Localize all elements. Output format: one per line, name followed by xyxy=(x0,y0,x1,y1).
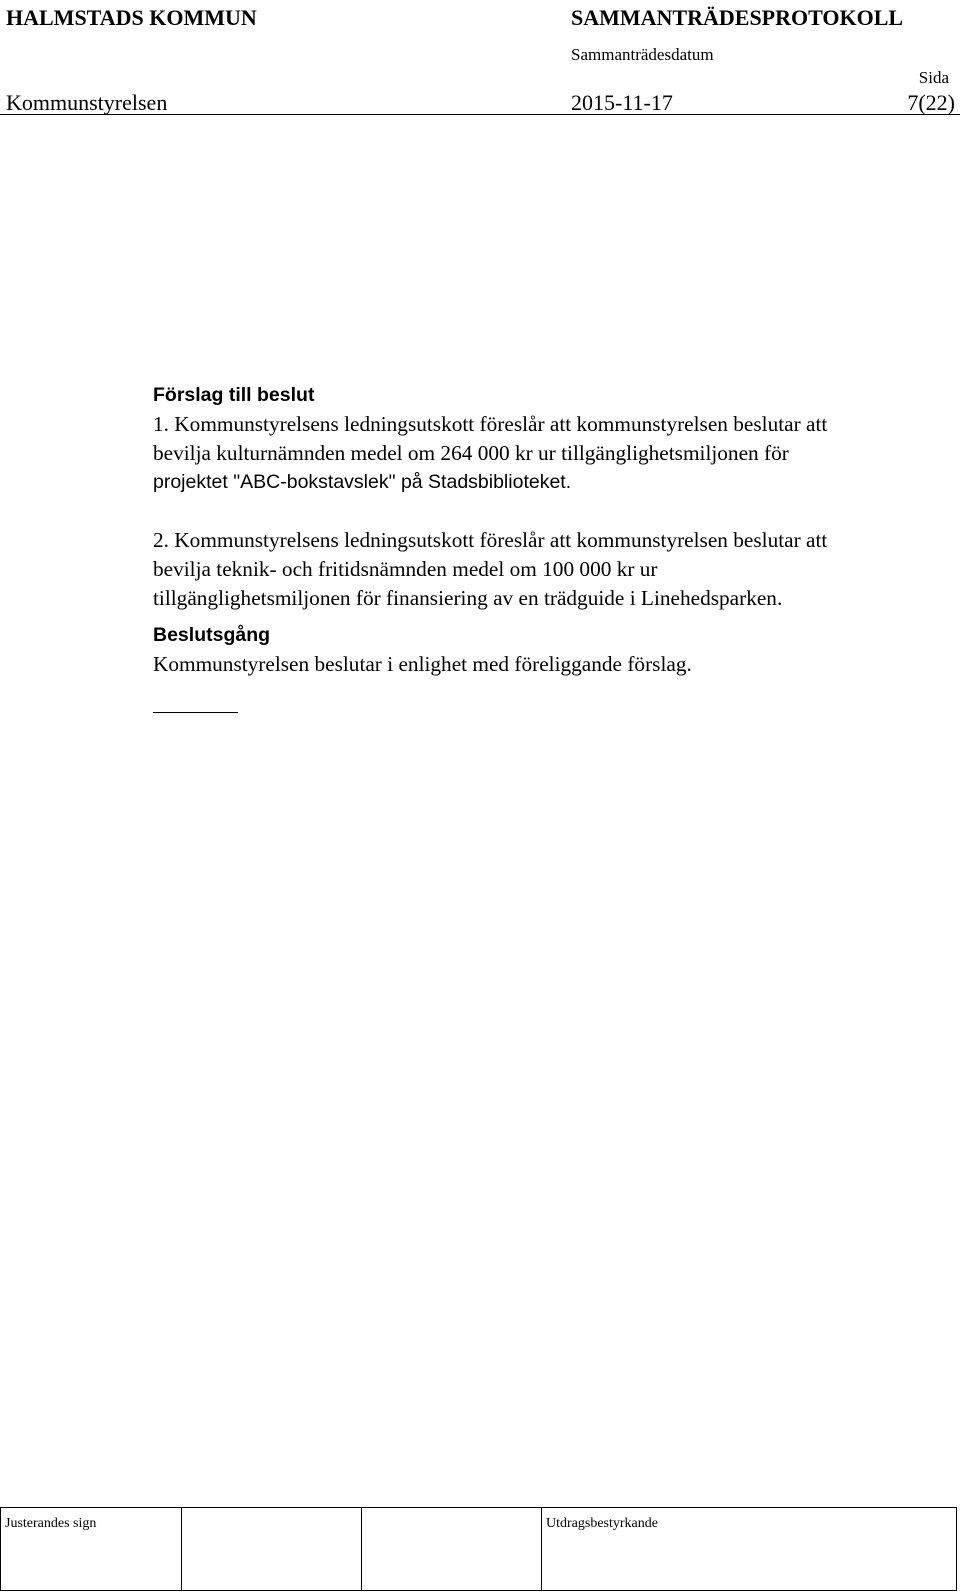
page-label: Sida xyxy=(918,68,949,87)
meeting-date: 2015-11-17 xyxy=(571,90,673,115)
decision-text: Kommunstyrelsen beslutar i enlighet med föreliggande förslag. xyxy=(153,652,692,676)
page-number: 7(22) xyxy=(907,90,955,115)
proposal-1-line-1: 1. Kommunstyrelsens ledningsutskott föreslår att kommunstyrelsen beslutar att xyxy=(153,412,828,436)
decision-heading: Beslutsgång xyxy=(153,624,271,646)
end-rule xyxy=(153,712,238,713)
header-info-row xyxy=(0,92,960,115)
utdragsbestyrkande-cell: Utdragsbestyrkande xyxy=(546,1516,658,1531)
proposal-heading: Förslag till beslut xyxy=(153,384,315,406)
document-type: SAMMANTRÄDESPROTOKOLL xyxy=(571,5,904,30)
proposal-1-line-3: projektet "ABC-bokstavslek" på Stadsbiblioteket. xyxy=(153,471,572,493)
paragraph-gap xyxy=(153,497,953,526)
body-name: Kommunstyrelsen xyxy=(6,90,168,115)
organization-name: HALMSTADS KOMMUN xyxy=(6,5,257,30)
proposal-2-line-1: 2. Kommunstyrelsens ledningsutskott föreslår att kommunstyrelsen beslutar att xyxy=(153,528,828,552)
signature-footer xyxy=(0,1507,957,1591)
proposal-2-line-3: tillgänglighetsmiljonen för finansiering av en trädguide i Linehedsparken. xyxy=(153,586,783,610)
document-body xyxy=(153,381,953,713)
meeting-date-label: Sammanträdesdatum xyxy=(571,45,714,64)
signature-cell-3 xyxy=(362,1508,542,1590)
proposal-1-line-2: bevilja kulturnämnden medel om 264 000 kr ur tillgänglighetsmiljonen för xyxy=(153,441,789,465)
signature-cell-2 xyxy=(182,1508,362,1590)
justerandes-sign-cell: Justerandes sign xyxy=(1,1508,182,1590)
proposal-2-line-2: bevilja teknik- och fritidsnämnden medel om 100 000 kr ur xyxy=(153,557,658,581)
